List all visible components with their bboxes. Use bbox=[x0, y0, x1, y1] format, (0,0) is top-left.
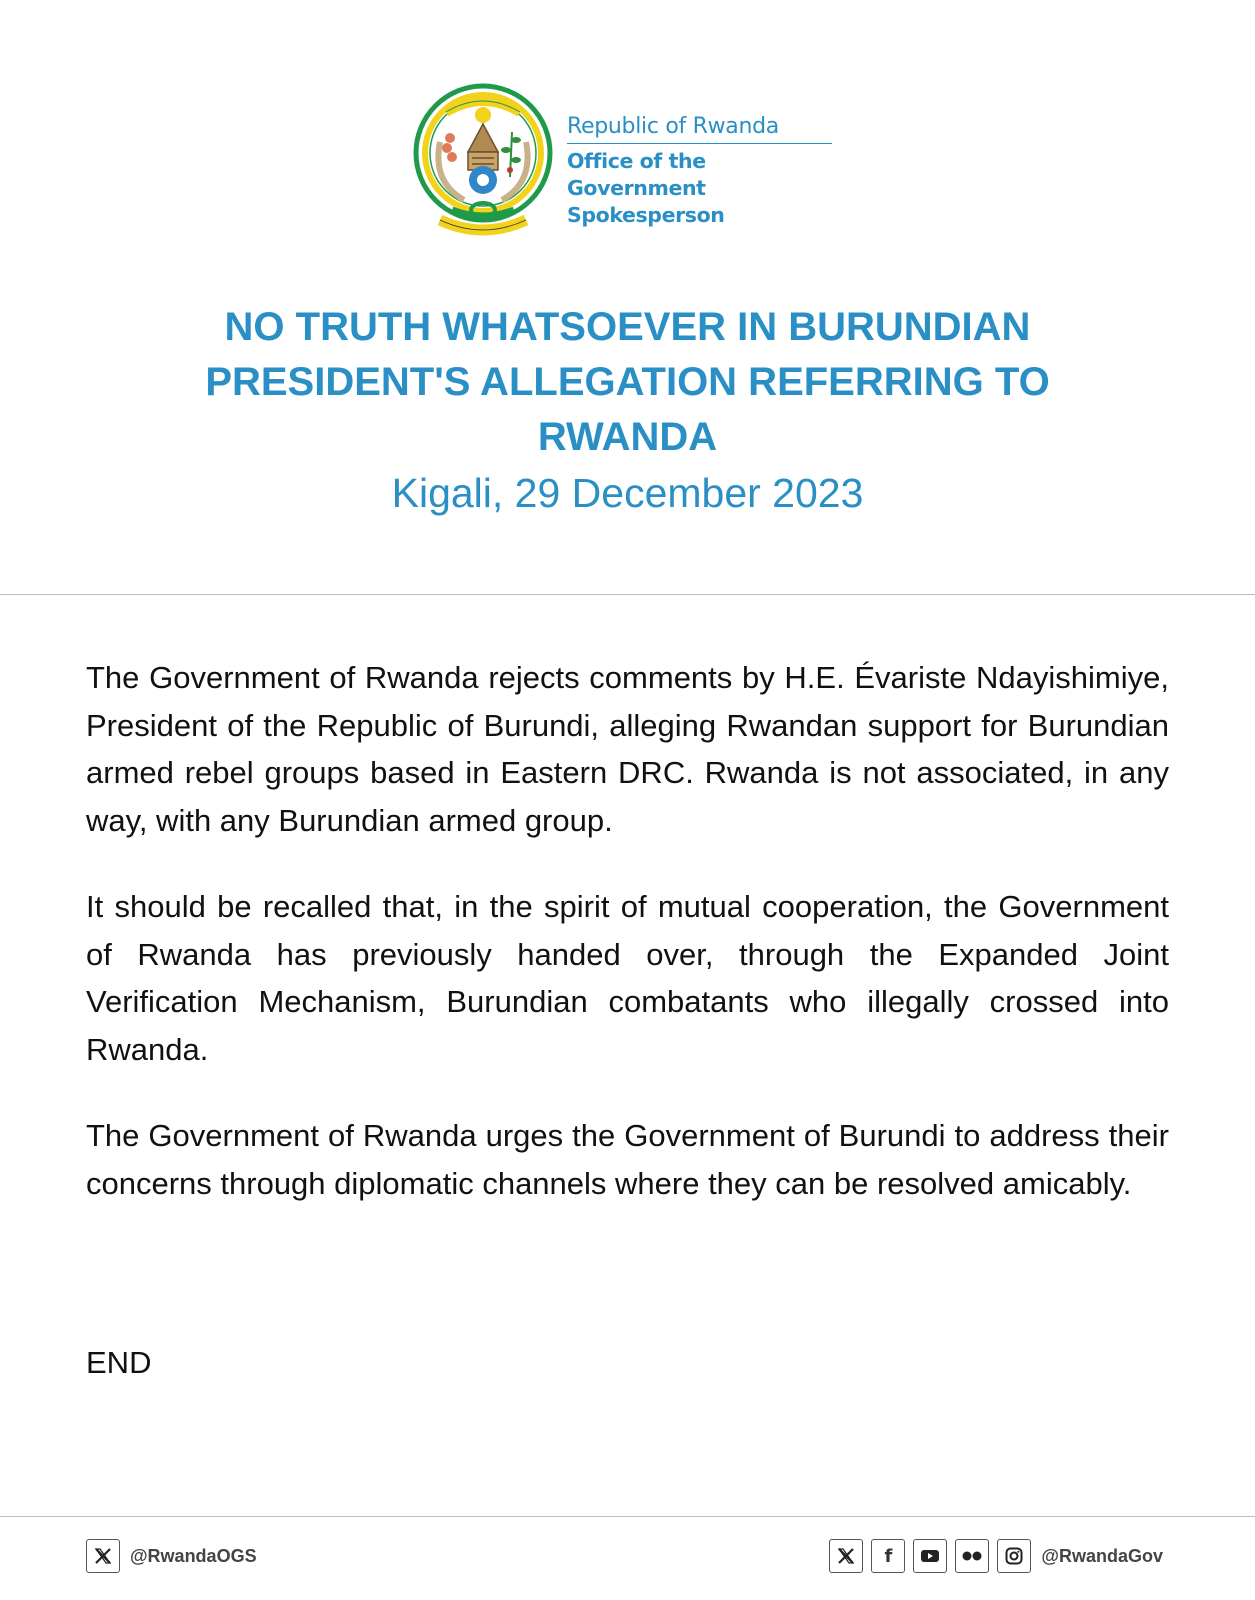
divider-top bbox=[0, 594, 1255, 595]
paragraph-1: The Government of Rwanda rejects comments by H.E. Évariste Ndayishimiye, President of the Republic of Burundi, alleging Rwandan support for Burundian armed rebel groups based in Eastern DRC. Rwanda is not associated, in any way, with any Burundian armed group. bbox=[86, 660, 1169, 838]
office-name bbox=[567, 148, 832, 229]
country-name: Republic of Rwanda bbox=[567, 114, 832, 144]
twitter-handle-ogs[interactable]: @RwandaOGS bbox=[130, 1545, 257, 1566]
letterhead bbox=[412, 82, 852, 242]
flickr-icon[interactable] bbox=[955, 1539, 989, 1573]
headline: NO TRUTH WHATSOEVER IN BURUNDIAN PRESIDENT'S ALLEGATION REFERRING TO RWANDA bbox=[205, 305, 1050, 459]
statement-body bbox=[86, 654, 1169, 1246]
facebook-icon[interactable]: f bbox=[871, 1539, 905, 1573]
end-marker: END bbox=[86, 1345, 152, 1380]
divider-bottom bbox=[0, 1516, 1255, 1517]
rwanda-coat-of-arms-icon bbox=[412, 82, 554, 242]
x-icon[interactable] bbox=[86, 1539, 120, 1573]
office-name-line1: Office of the Government bbox=[567, 149, 706, 200]
paragraph-3: The Government of Rwanda urges the Government of Burundi to address their concerns through diplomatic channels where they can be resolved amicably. bbox=[86, 1118, 1169, 1201]
title-block bbox=[0, 300, 1255, 519]
x-icon[interactable] bbox=[829, 1539, 863, 1573]
organization-name bbox=[567, 114, 832, 229]
footer-right bbox=[829, 1539, 1163, 1573]
footer-left bbox=[86, 1539, 257, 1573]
instagram-icon[interactable] bbox=[997, 1539, 1031, 1573]
paragraph-2: It should be recalled that, in the spirit of mutual cooperation, the Government of Rwanda has previously handed over, through the Expanded Joint Verification Mechanism, Burundian combatants who illegally crossed into Rwanda. bbox=[86, 889, 1169, 1067]
dateline: Kigali, 29 December 2023 bbox=[391, 470, 864, 516]
office-name-line2: Spokesperson bbox=[567, 203, 725, 227]
youtube-icon[interactable] bbox=[913, 1539, 947, 1573]
twitter-handle-gov[interactable]: @RwandaGov bbox=[1041, 1545, 1163, 1566]
